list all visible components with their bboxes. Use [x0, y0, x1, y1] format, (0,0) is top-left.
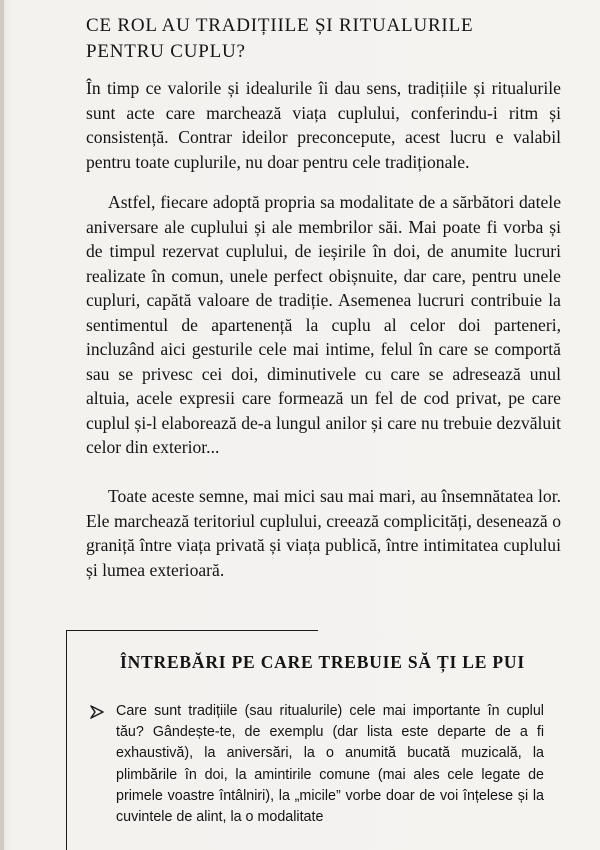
body-paragraph-1: În timp ce valorile și idealurile îi dau sens, tradițiile și ritualurile sunt acte care marchează viața cuplului, conferindu-i ritm și consistență. Contrar ideilor preconcepute, acest lucru e valabil pentru toate cuplurile, nu doar pentru cele tradiționale.	[86, 78, 561, 172]
page-spine-shadow	[0, 0, 4, 850]
section-heading-line-1: CE ROL AU TRADIȚIILE ȘI RITUALURILE	[86, 15, 474, 36]
arrowhead-bullet-icon	[90, 705, 104, 719]
section-heading-line-2: PENTRU CUPLU?	[86, 41, 246, 62]
body-paragraph-3: Toate aceste semne, mai mici sau mai mari, au însemnătatea lor. Ele marchează teritoriul cuplului, creează complicități, desenează o graniță între viața privată și viața publică, între intimitatea cuplului și lumea exterioară.	[86, 486, 561, 580]
question-box-title: ÎNTREBĂRI PE CARE TREBUIE SĂ ȚI LE PUI	[120, 652, 525, 672]
section-heading	[86, 13, 566, 65]
question-box-left-rule	[66, 630, 67, 850]
body-paragraph-2: Astfel, fiecare adoptă propria sa modalitate de a sărbători datele aniversare ale cuplului și ale membrilor săi. Mai poate fi vorba și de timpul rezervat cuplului, de ieșirile în doi, de anumite lucruri realizate în comun, unele perfect obișnuite, dar care, pentru unele cupluri, capătă valoare de tradiție. Asemenea lucruri contribuie la sentimentul de apartenență la cuplu al celor doi parteneri, incluzând aici gesturile cele mai intime, felul în care se comportă sau se privesc cei doi, diminutivele cu care se adresează unul altuia, acele expresii care formează un fel de cod privat, pe care cuplul și-l elaborează de-a lungul anilor și care nu trebuie dezvăluit celor din exterior...	[86, 192, 561, 457]
question-box-top-rule	[66, 630, 318, 631]
question-item: Care sunt tradițiile (sau ritualurile) cele mai importante în cuplul tău? Gândește-te, de exemplu (dar lista este departe de a fi exhaustivă), la aniversări, la o anumită bucată muzicală, la plimbările în doi, la amintirile comune (mai ales cele legate de primele voastre întâlniri), la „micile” vorbe doar de voi înțelese și la cuvintele de alint, la o modalitate	[116, 703, 544, 826]
